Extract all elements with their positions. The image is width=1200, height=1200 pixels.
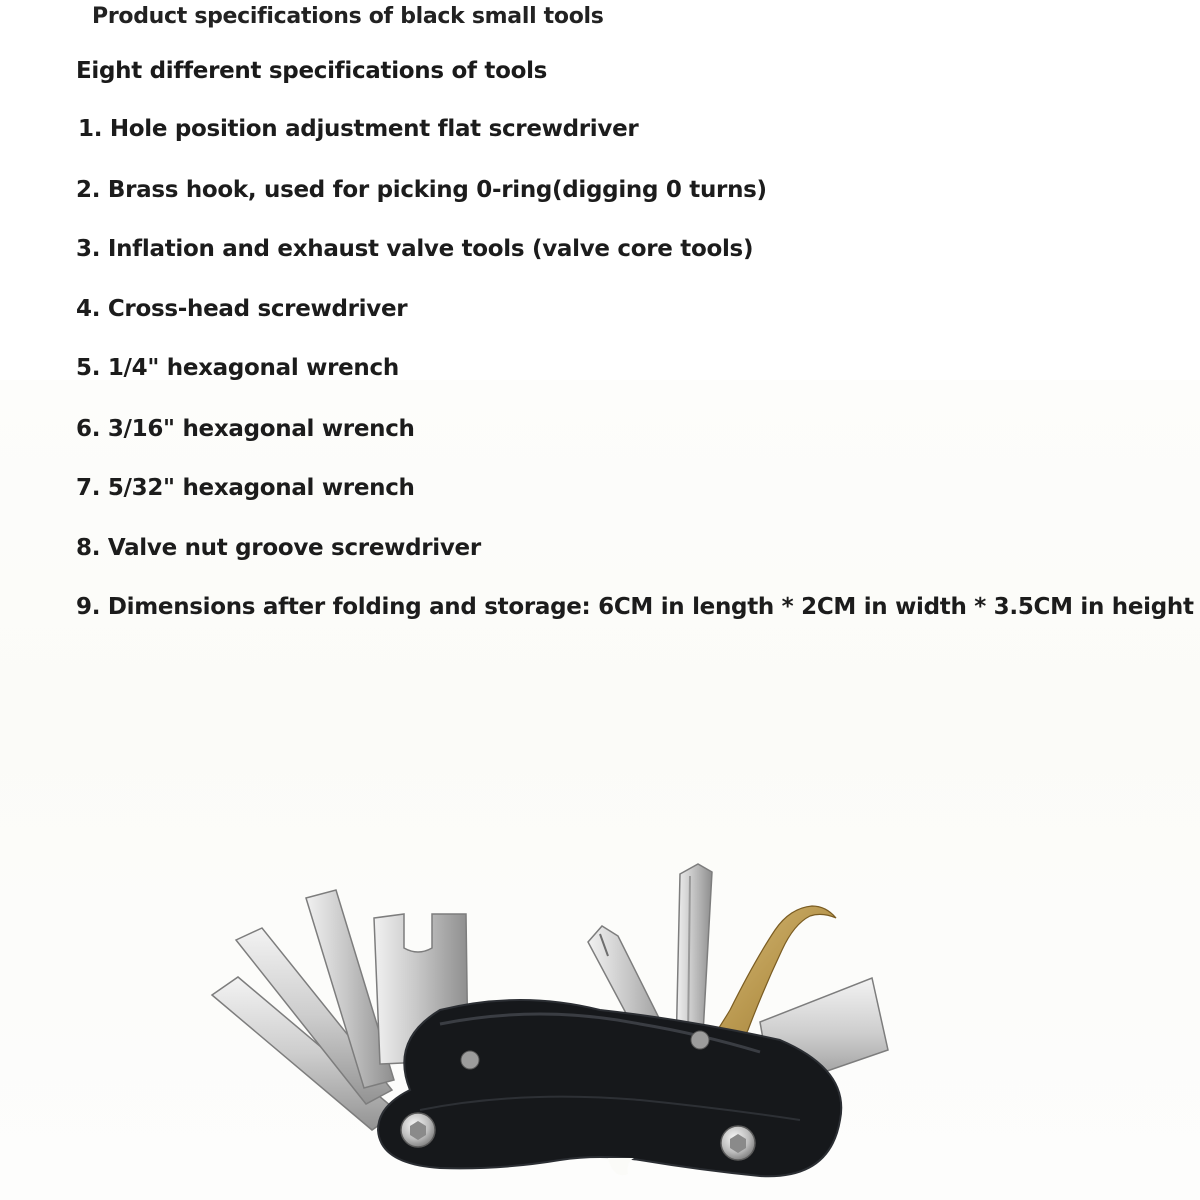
screw-right-icon (721, 1126, 755, 1160)
spec-item-9: 9. Dimensions after folding and storage: 6CM in length * 2CM in width * 3.5CM in height (76, 594, 1194, 620)
spec-item-1: 1. Hole position adjustment flat screwdriver (78, 116, 639, 142)
spec-item-8: 8. Valve nut groove screwdriver (76, 535, 481, 561)
page-subtitle: Eight different specifications of tools (76, 58, 548, 84)
spec-item-2: 2. Brass hook, used for picking 0-ring(digging 0 turns) (76, 177, 767, 203)
spec-item-3: 3. Inflation and exhaust valve tools (valve core tools) (76, 236, 754, 262)
page-title: Product specifications of black small tools (92, 4, 604, 29)
multi-tool-photo (200, 850, 900, 1190)
spec-item-7: 7. 5/32" hexagonal wrench (76, 475, 415, 501)
screw-left-icon (401, 1113, 435, 1147)
spec-item-4: 4. Cross-head screwdriver (76, 296, 408, 322)
spec-item-5: 5. 1/4" hexagonal wrench (76, 355, 399, 381)
spec-item-6: 6. 3/16" hexagonal wrench (76, 416, 415, 442)
